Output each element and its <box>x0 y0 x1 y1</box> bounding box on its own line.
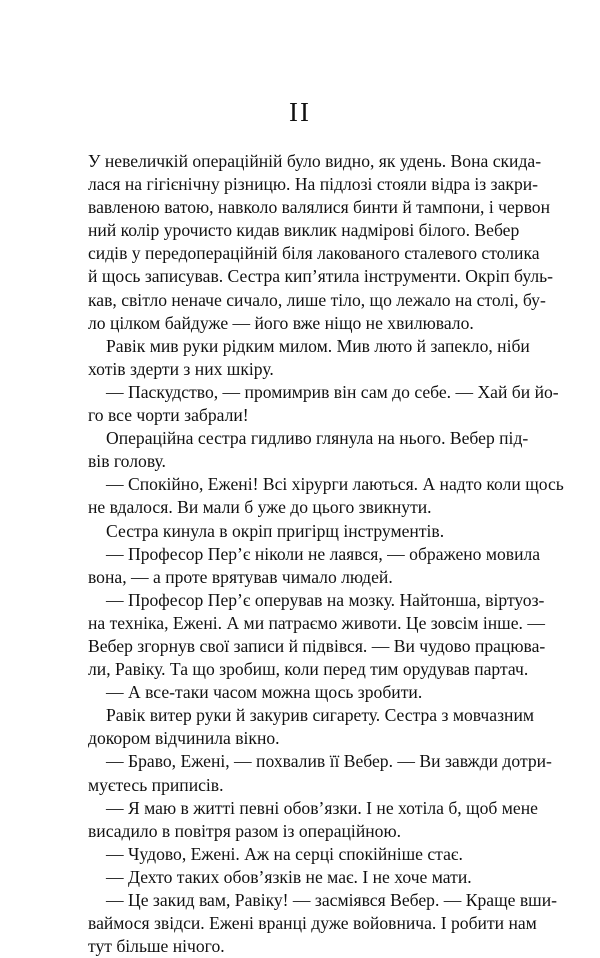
text-line: — Я маю в житті певні обов’язки. І не хотіла б, щоб мене <box>106 797 538 818</box>
text-line: — Професор Пер’є оперував на мозку. Найтонша, віртуоз- <box>106 589 545 610</box>
text-line: тут більше нічого. <box>88 936 225 957</box>
chapter-body-text <box>88 150 564 958</box>
text-line: не вдалося. Ви мали б уже до цього звикнути. <box>88 497 432 518</box>
text-line: го все чорти забрали! <box>88 405 249 426</box>
chapter-title: II <box>289 97 311 127</box>
text-line: — Браво, Ежені, — похвалив її Вебер. — Ви завжди дотри- <box>106 751 552 772</box>
text-line: ли, Равіку. Та що зробиш, коли перед тим орудував партач. <box>88 659 529 680</box>
text-line: — А все-таки часом можна щось зробити. <box>106 682 423 703</box>
book-page <box>88 0 564 958</box>
text-line: муєтесь приписів. <box>88 774 224 795</box>
text-line: хотів здерти з них шкіру. <box>88 358 274 379</box>
text-line: Операційна сестра гидливо глянула на нього. Вебер під- <box>106 428 529 449</box>
text-line: Сестра кинула в окріп пригірщ інструментів. <box>106 520 445 541</box>
text-line: кав, світло неначе сичало, лише тіло, що лежало на столі, бу- <box>88 289 546 310</box>
text-line: Равік витер руки й закурив сигарету. Сестра з мовчазним <box>106 705 535 726</box>
text-line: ваймося звідси. Ежені вранці дуже войовнича. І робити нам <box>88 913 537 934</box>
text-line: сидів у передопераційній біля лакованого сталевого столика <box>88 243 540 264</box>
text-line: — Дехто таких обов’язків не має. І не хоче мати. <box>106 866 472 887</box>
text-line: У невеличкій операційній було видно, як удень. Вона скида- <box>88 151 542 171</box>
text-line: на техніка, Ежені. А ми патраємо животи. Це зовсім інше. — <box>88 612 545 633</box>
text-line: висадило в повітря разом із операційною. <box>88 820 401 841</box>
text-line: — Спокійно, Ежені! Всі хірурги лаються. А надто коли щось <box>106 474 564 495</box>
text-line: вавленою ватою, навколо валялися бинти й тампони, і червон <box>88 197 550 218</box>
text-line: Вебер згорнув свої записи й підвівся. — Ви чудово працюва- <box>88 635 546 656</box>
text-line: вона, — а проте врятував чимало людей. <box>88 566 393 587</box>
text-line: — Професор Пер’є ніколи не лаявся, — ображено мовила <box>106 543 541 564</box>
text-line: Равік мив руки рідким милом. Мив люто й запекло, ніби <box>106 335 530 356</box>
text-line: докором відчинила вікно. <box>88 728 280 749</box>
text-line: — Це закид вам, Равіку! — засміявся Вебер. — Краще вши- <box>106 890 557 910</box>
text-line: вів голову. <box>88 451 166 472</box>
text-line: — Паскудство, — промимрив він сам до себе. — Хай би йо- <box>106 381 559 402</box>
text-line: й щось записував. Сестра кип’ятила інструменти. Окріп буль- <box>88 266 554 287</box>
text-line: — Чудово, Ежені. Аж на серці спокійніше стає. <box>106 843 463 864</box>
text-line: ло цілком байдуже — його вже ніщо не хвилювало. <box>88 312 474 333</box>
text-line: ний колір урочисто кидав виклик надмірові білого. Вебер <box>88 220 520 241</box>
text-line: лася на гігієнічну різницю. На підлозі стояли відра із закри- <box>88 174 539 195</box>
